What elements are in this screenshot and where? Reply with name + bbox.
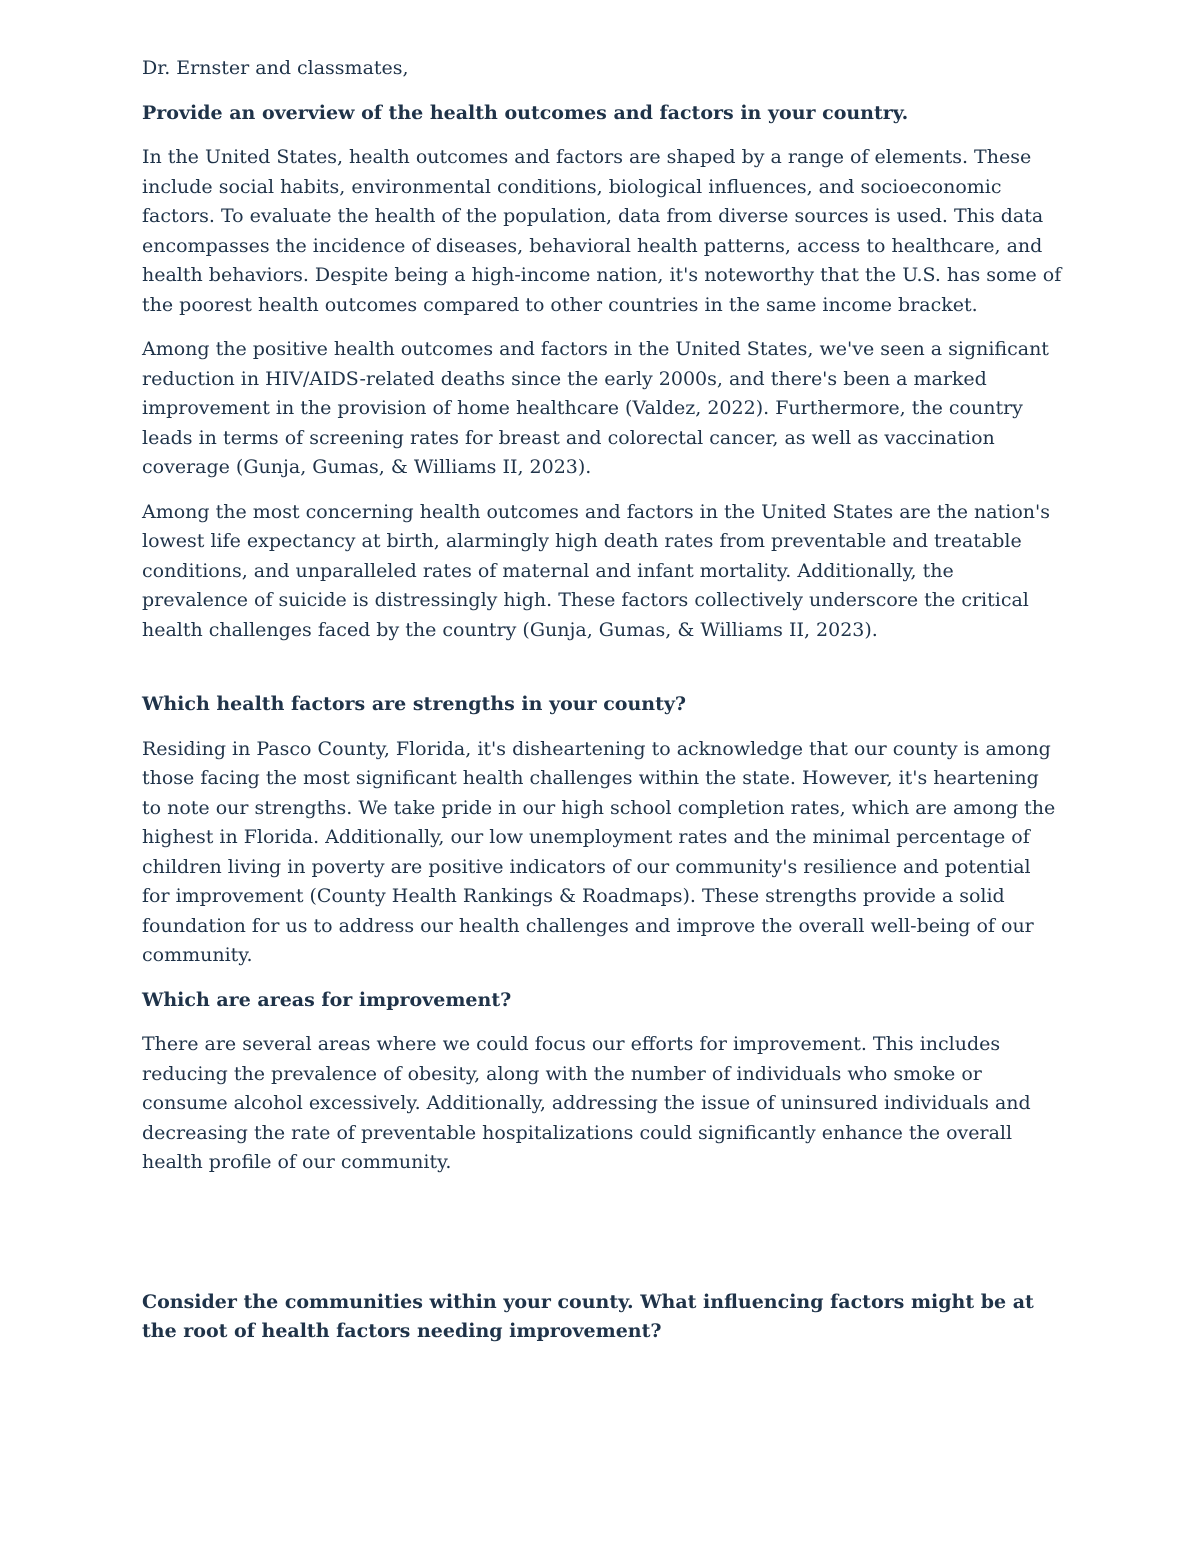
section-heading-influencing-factors: Consider the communities within your county. What influencing factors might be at the root of health factors needing improvement? — [142, 1290, 1034, 1342]
section-heading-improvement-areas: Which are areas for improvement? — [142, 988, 512, 1011]
paragraph: In the United States, health outcomes and factors are shaped by a range of elements. These include social habits, environmental conditions, biological influences, and socioeconomic factors. To evaluate the health of the population, data from diverse sources is used. This data encompasses the incidence of diseases, behavioral health patterns, access to healthcare, and health behaviors. Despite being a high-income nation, it's noteworthy that the U.S. has some of the poorest health outcomes compared to other countries in the same income bracket. — [142, 146, 1062, 316]
salutation: Dr. Ernster and classmates, — [142, 57, 409, 79]
paragraph: There are several areas where we could focus our efforts for improvement. This includes reducing the prevalence of obesity, along with the number of individuals who smoke or consume alcohol excessively. Additionally, addressing the issue of uninsured individuals and decreasing the rate of preventable hospitalizations could significantly enhance the overall health profile of our community. — [142, 1033, 1031, 1173]
spacer — [142, 1193, 1062, 1288]
section-heading-county-strengths: Which health factors are strengths in your county? — [142, 693, 687, 715]
paragraph: Residing in Pasco County, Florida, it's disheartening to acknowledge that our county is among those facing the most significant health challenges within the state. However, it's heartening to note our strengths. We take pride in our high school completion rates, which are among the highest in Florida. Additionally, our low unemployment rates and the minimal percentage of children living in poverty are positive indicators of our community's resilience and potential for improvement (County Health Rankings & Roadmaps). These strengths provide a solid foundation for us to address our health challenges and improve the overall well-being of our community. — [142, 737, 1056, 966]
section-heading-country-overview: Provide an overview of the health outcomes and factors in your country. — [142, 101, 909, 124]
paragraph: Among the most concerning health outcomes and factors in the United States are the nation's lowest life expectancy at birth, alarmingly high death rates from preventable and treatable conditions, and unparalleled rates of maternal and infant mortality. Additionally, the prevalence of suicide is distressingly high. These factors collectively underscore the critical health challenges faced by the country (Gunja, Gumas, & Williams II, 2023). — [142, 500, 1050, 641]
paragraph: Among the positive health outcomes and factors in the United States, we've seen a significant reduction in HIV/AIDS-related deaths since the early 2000s, and there's been a marked improvement in the provision of home healthcare (Valdez, 2022). Furthermore, the country leads in terms of screening rates for breast and colorectal cancer, as well as vaccination coverage (Gunja, Gumas, & Williams II, 2023). — [142, 338, 1049, 478]
document-page — [142, 54, 1062, 1362]
spacer — [142, 660, 1062, 690]
